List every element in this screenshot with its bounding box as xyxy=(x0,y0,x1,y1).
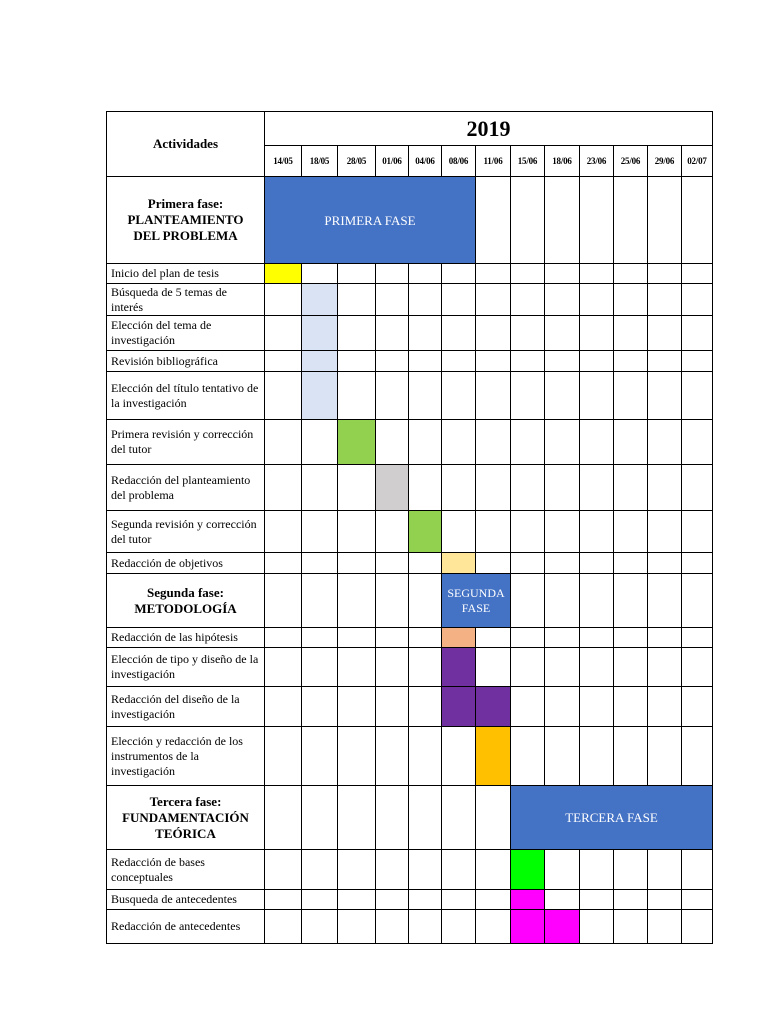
empty-cell xyxy=(648,890,682,910)
empty-cell xyxy=(265,786,302,850)
task-segunda-revision: Segunda revisión y corrección del tutor xyxy=(107,511,265,553)
empty-cell xyxy=(302,628,338,648)
empty-cell xyxy=(580,351,614,372)
date-header-cell: 25/06 xyxy=(614,146,648,177)
empty-cell xyxy=(682,316,713,351)
empty-cell xyxy=(442,786,476,850)
empty-cell xyxy=(545,465,580,511)
empty-cell xyxy=(265,687,302,727)
empty-cell xyxy=(338,351,376,372)
empty-cell xyxy=(409,628,442,648)
empty-cell xyxy=(511,264,545,284)
empty-cell xyxy=(545,574,580,628)
gantt-table xyxy=(106,111,713,944)
empty-cell xyxy=(682,465,713,511)
task-redaccion-hipotesis: Redacción de las hipótesis xyxy=(107,628,265,648)
task-row xyxy=(107,420,713,465)
empty-cell xyxy=(511,648,545,687)
empty-cell xyxy=(580,465,614,511)
empty-cell xyxy=(545,351,580,372)
empty-cell xyxy=(265,890,302,910)
empty-cell xyxy=(338,648,376,687)
empty-cell xyxy=(476,890,511,910)
empty-cell xyxy=(476,648,511,687)
empty-cell xyxy=(511,177,545,264)
empty-cell xyxy=(545,420,580,465)
empty-cell xyxy=(614,910,648,944)
task-revision-bibliografica: Revisión bibliográfica xyxy=(107,351,265,372)
empty-cell xyxy=(648,284,682,316)
empty-cell xyxy=(409,786,442,850)
empty-cell xyxy=(265,372,302,420)
empty-cell xyxy=(442,511,476,553)
empty-cell xyxy=(476,465,511,511)
task-busqueda-temas: Búsqueda de 5 temas de interés xyxy=(107,284,265,316)
empty-cell xyxy=(376,351,409,372)
empty-cell xyxy=(338,284,376,316)
empty-cell xyxy=(648,628,682,648)
empty-cell xyxy=(614,264,648,284)
empty-cell xyxy=(376,316,409,351)
gantt-bar-cell xyxy=(302,351,338,372)
empty-cell xyxy=(338,553,376,574)
empty-cell xyxy=(442,727,476,786)
gantt-bar-cell xyxy=(442,553,476,574)
empty-cell xyxy=(338,890,376,910)
empty-cell xyxy=(376,574,409,628)
empty-cell xyxy=(682,890,713,910)
empty-cell xyxy=(442,910,476,944)
empty-cell xyxy=(265,284,302,316)
empty-cell xyxy=(648,574,682,628)
task-busqueda-antecedentes: Busqueda de antecedentes xyxy=(107,890,265,910)
empty-cell xyxy=(302,420,338,465)
gantt-bar-cell xyxy=(442,628,476,648)
empty-cell xyxy=(545,687,580,727)
empty-cell xyxy=(265,465,302,511)
empty-cell xyxy=(682,687,713,727)
empty-cell xyxy=(302,648,338,687)
task-redaccion-diseno: Redacción del diseño de la investigación xyxy=(107,687,265,727)
empty-cell xyxy=(442,351,476,372)
empty-cell xyxy=(338,372,376,420)
empty-cell xyxy=(442,316,476,351)
empty-cell xyxy=(614,465,648,511)
phase-1-header xyxy=(107,177,713,264)
empty-cell xyxy=(648,727,682,786)
empty-cell xyxy=(409,553,442,574)
empty-cell xyxy=(302,574,338,628)
empty-cell xyxy=(682,850,713,890)
empty-cell xyxy=(302,687,338,727)
empty-cell xyxy=(409,850,442,890)
empty-cell xyxy=(648,351,682,372)
empty-cell xyxy=(648,910,682,944)
date-header-cell: 18/05 xyxy=(302,146,338,177)
empty-cell xyxy=(376,910,409,944)
date-header-cell: 08/06 xyxy=(442,146,476,177)
empty-cell xyxy=(545,177,580,264)
empty-cell xyxy=(476,177,511,264)
empty-cell xyxy=(580,574,614,628)
task-eleccion-instrumentos: Elección y redacción de los instrumentos de la investigación xyxy=(107,727,265,786)
task-row xyxy=(107,553,713,574)
task-row xyxy=(107,850,713,890)
empty-cell xyxy=(376,264,409,284)
gantt-bar-cell xyxy=(511,850,545,890)
empty-cell xyxy=(338,316,376,351)
empty-cell xyxy=(376,553,409,574)
empty-cell xyxy=(376,284,409,316)
empty-cell xyxy=(545,264,580,284)
empty-cell xyxy=(614,511,648,553)
empty-cell xyxy=(409,890,442,910)
task-row xyxy=(107,890,713,910)
empty-cell xyxy=(648,264,682,284)
empty-cell xyxy=(376,372,409,420)
empty-cell xyxy=(476,910,511,944)
empty-cell xyxy=(682,628,713,648)
empty-cell xyxy=(265,420,302,465)
empty-cell xyxy=(682,553,713,574)
empty-cell xyxy=(545,648,580,687)
empty-cell xyxy=(265,351,302,372)
empty-cell xyxy=(545,553,580,574)
gantt-bar-cell xyxy=(511,890,545,910)
empty-cell xyxy=(511,351,545,372)
empty-cell xyxy=(614,372,648,420)
empty-cell xyxy=(409,420,442,465)
empty-cell xyxy=(476,372,511,420)
empty-cell xyxy=(302,786,338,850)
empty-cell xyxy=(545,727,580,786)
empty-cell xyxy=(614,284,648,316)
empty-cell xyxy=(376,511,409,553)
empty-cell xyxy=(302,910,338,944)
empty-cell xyxy=(476,511,511,553)
empty-cell xyxy=(580,910,614,944)
task-row xyxy=(107,465,713,511)
empty-cell xyxy=(476,553,511,574)
empty-cell xyxy=(442,284,476,316)
empty-cell xyxy=(648,850,682,890)
empty-cell xyxy=(648,511,682,553)
task-inicio-plan: Inicio del plan de tesis xyxy=(107,264,265,284)
empty-cell xyxy=(511,553,545,574)
empty-cell xyxy=(265,648,302,687)
task-row xyxy=(107,351,713,372)
gantt-bar-cell xyxy=(476,727,511,786)
task-row xyxy=(107,511,713,553)
task-row xyxy=(107,727,713,786)
empty-cell xyxy=(476,351,511,372)
empty-cell xyxy=(442,465,476,511)
task-eleccion-titulo: Elección del título tentativo de la investigación xyxy=(107,372,265,420)
gantt-bar-cell xyxy=(545,910,580,944)
empty-cell xyxy=(476,284,511,316)
date-header-cell: 18/06 xyxy=(545,146,580,177)
empty-cell xyxy=(580,264,614,284)
empty-cell xyxy=(409,351,442,372)
empty-cell xyxy=(580,420,614,465)
empty-cell xyxy=(409,574,442,628)
task-row xyxy=(107,648,713,687)
empty-cell xyxy=(302,465,338,511)
empty-cell xyxy=(409,264,442,284)
empty-cell xyxy=(476,628,511,648)
task-row xyxy=(107,628,713,648)
date-header-cell: 29/06 xyxy=(648,146,682,177)
empty-cell xyxy=(545,284,580,316)
empty-cell xyxy=(511,372,545,420)
empty-cell xyxy=(682,420,713,465)
task-row xyxy=(107,284,713,316)
task-eleccion-tema: Elección del tema de investigación xyxy=(107,316,265,351)
phase-band: TERCERA FASE xyxy=(511,786,713,850)
empty-cell xyxy=(648,687,682,727)
date-header-cell: 02/07 xyxy=(682,146,713,177)
task-redaccion-planteamiento: Redacción del planteamiento del problema xyxy=(107,465,265,511)
empty-cell xyxy=(338,910,376,944)
empty-cell xyxy=(682,727,713,786)
empty-cell xyxy=(648,648,682,687)
empty-cell xyxy=(545,511,580,553)
empty-cell xyxy=(682,910,713,944)
empty-cell xyxy=(682,511,713,553)
empty-cell xyxy=(545,316,580,351)
empty-cell xyxy=(614,628,648,648)
gantt-bar-cell xyxy=(511,910,545,944)
empty-cell xyxy=(614,648,648,687)
empty-cell xyxy=(376,687,409,727)
empty-cell xyxy=(580,553,614,574)
empty-cell xyxy=(265,910,302,944)
phase-title: Tercera fase: FUNDAMENTACIÓN TEÓRICA xyxy=(107,786,265,850)
empty-cell xyxy=(545,628,580,648)
empty-cell xyxy=(511,284,545,316)
empty-cell xyxy=(376,850,409,890)
empty-cell xyxy=(580,372,614,420)
gantt-bar-cell xyxy=(442,687,476,727)
task-redaccion-objetivos: Redacción de objetivos xyxy=(107,553,265,574)
empty-cell xyxy=(580,284,614,316)
empty-cell xyxy=(614,687,648,727)
empty-cell xyxy=(614,890,648,910)
phase-title: Segunda fase: METODOLOGÍA xyxy=(107,574,265,628)
empty-cell xyxy=(682,648,713,687)
empty-cell xyxy=(511,687,545,727)
empty-cell xyxy=(376,648,409,687)
empty-cell xyxy=(442,264,476,284)
task-row xyxy=(107,687,713,727)
task-eleccion-tipo-diseno: Elección de tipo y diseño de la investigación xyxy=(107,648,265,687)
task-primera-revision: Primera revisión y corrección del tutor xyxy=(107,420,265,465)
date-header-cell: 23/06 xyxy=(580,146,614,177)
gantt-bar-cell xyxy=(409,511,442,553)
date-header-cell: 14/05 xyxy=(265,146,302,177)
date-header-cell: 15/06 xyxy=(511,146,545,177)
year-header: 2019 xyxy=(265,112,713,146)
empty-cell xyxy=(265,511,302,553)
empty-cell xyxy=(580,511,614,553)
empty-cell xyxy=(302,727,338,786)
empty-cell xyxy=(580,890,614,910)
empty-cell xyxy=(409,910,442,944)
empty-cell xyxy=(376,628,409,648)
empty-cell xyxy=(614,574,648,628)
empty-cell xyxy=(648,465,682,511)
phase-band: PRIMERA FASE xyxy=(265,177,476,264)
empty-cell xyxy=(614,727,648,786)
gantt-body xyxy=(107,177,713,944)
empty-cell xyxy=(476,850,511,890)
empty-cell xyxy=(338,727,376,786)
gantt-bar-cell xyxy=(302,316,338,351)
empty-cell xyxy=(648,316,682,351)
empty-cell xyxy=(265,553,302,574)
empty-cell xyxy=(476,316,511,351)
empty-cell xyxy=(338,850,376,890)
activities-header: Actividades xyxy=(107,112,265,177)
empty-cell xyxy=(648,177,682,264)
empty-cell xyxy=(302,850,338,890)
date-header-cell: 28/05 xyxy=(338,146,376,177)
task-row xyxy=(107,910,713,944)
empty-cell xyxy=(302,511,338,553)
empty-cell xyxy=(580,316,614,351)
phase-band: SEGUNDA FASE xyxy=(442,574,511,628)
gantt-bar-cell xyxy=(476,687,511,727)
empty-cell xyxy=(265,727,302,786)
phase-2-header xyxy=(107,574,713,628)
empty-cell xyxy=(409,687,442,727)
empty-cell xyxy=(376,727,409,786)
empty-cell xyxy=(682,264,713,284)
empty-cell xyxy=(648,420,682,465)
empty-cell xyxy=(409,284,442,316)
empty-cell xyxy=(442,420,476,465)
empty-cell xyxy=(614,316,648,351)
empty-cell xyxy=(376,890,409,910)
empty-cell xyxy=(648,372,682,420)
empty-cell xyxy=(376,420,409,465)
empty-cell xyxy=(409,648,442,687)
empty-cell xyxy=(409,316,442,351)
empty-cell xyxy=(614,351,648,372)
gantt-bar-cell xyxy=(302,284,338,316)
empty-cell xyxy=(614,850,648,890)
empty-cell xyxy=(409,465,442,511)
empty-cell xyxy=(265,574,302,628)
empty-cell xyxy=(511,727,545,786)
task-redaccion-antecedentes: Redacción de antecedentes xyxy=(107,910,265,944)
gantt-bar-cell xyxy=(442,648,476,687)
empty-cell xyxy=(682,284,713,316)
empty-cell xyxy=(476,264,511,284)
empty-cell xyxy=(338,786,376,850)
empty-cell xyxy=(682,574,713,628)
gantt-bar-cell xyxy=(265,264,302,284)
empty-cell xyxy=(442,890,476,910)
task-row xyxy=(107,372,713,420)
empty-cell xyxy=(338,687,376,727)
empty-cell xyxy=(545,372,580,420)
empty-cell xyxy=(682,372,713,420)
empty-cell xyxy=(476,420,511,465)
empty-cell xyxy=(580,628,614,648)
date-header-cell: 01/06 xyxy=(376,146,409,177)
empty-cell xyxy=(302,553,338,574)
empty-cell xyxy=(409,727,442,786)
task-redaccion-bases: Redacción de bases conceptuales xyxy=(107,850,265,890)
empty-cell xyxy=(545,850,580,890)
phase-title: Primera fase: PLANTEAMIENTO DEL PROBLEMA xyxy=(107,177,265,264)
empty-cell xyxy=(580,648,614,687)
empty-cell xyxy=(511,574,545,628)
empty-cell xyxy=(376,786,409,850)
empty-cell xyxy=(682,351,713,372)
empty-cell xyxy=(511,511,545,553)
empty-cell xyxy=(442,372,476,420)
empty-cell xyxy=(545,890,580,910)
empty-cell xyxy=(302,890,338,910)
task-row xyxy=(107,316,713,351)
gantt-bar-cell xyxy=(302,372,338,420)
empty-cell xyxy=(580,177,614,264)
empty-cell xyxy=(511,420,545,465)
task-row xyxy=(107,264,713,284)
empty-cell xyxy=(580,850,614,890)
empty-cell xyxy=(442,850,476,890)
empty-cell xyxy=(338,628,376,648)
empty-cell xyxy=(265,850,302,890)
gantt-bar-cell xyxy=(338,420,376,465)
empty-cell xyxy=(648,553,682,574)
empty-cell xyxy=(614,553,648,574)
empty-cell xyxy=(409,372,442,420)
empty-cell xyxy=(580,727,614,786)
empty-cell xyxy=(338,574,376,628)
empty-cell xyxy=(476,786,511,850)
empty-cell xyxy=(614,420,648,465)
empty-cell xyxy=(302,264,338,284)
gantt-bar-cell xyxy=(376,465,409,511)
date-header-cell: 04/06 xyxy=(409,146,442,177)
empty-cell xyxy=(338,511,376,553)
empty-cell xyxy=(265,628,302,648)
empty-cell xyxy=(511,465,545,511)
empty-cell xyxy=(338,465,376,511)
empty-cell xyxy=(614,177,648,264)
empty-cell xyxy=(511,628,545,648)
empty-cell xyxy=(265,316,302,351)
empty-cell xyxy=(580,687,614,727)
empty-cell xyxy=(338,264,376,284)
date-header-cell: 11/06 xyxy=(476,146,511,177)
empty-cell xyxy=(511,316,545,351)
empty-cell xyxy=(682,177,713,264)
phase-3-header xyxy=(107,786,713,850)
